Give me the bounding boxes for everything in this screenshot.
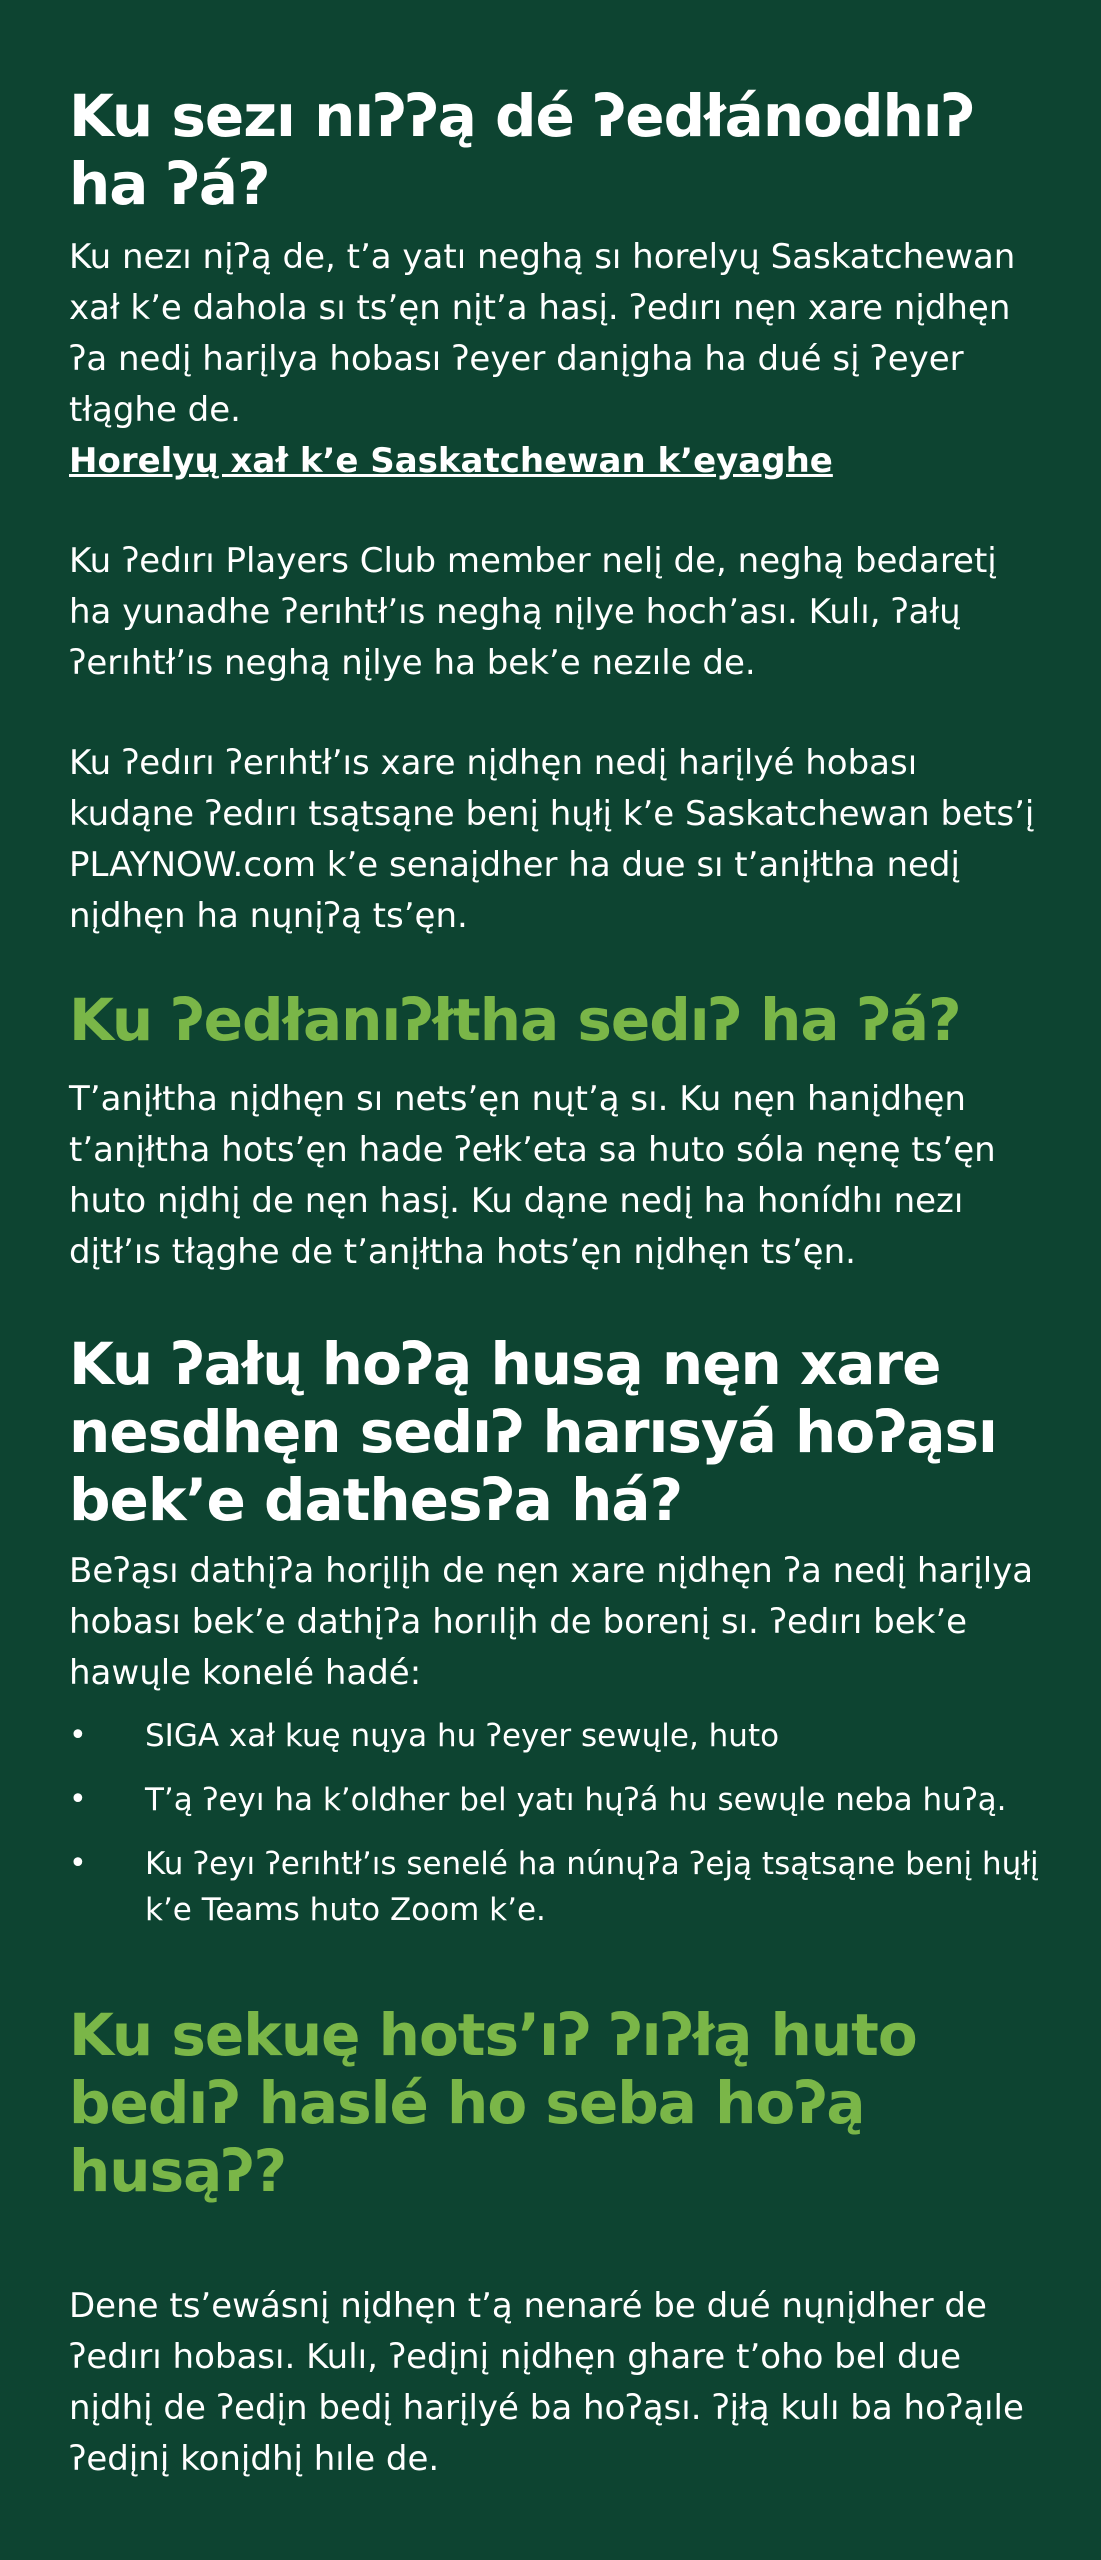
list-item bbox=[69, 1841, 1041, 1933]
section-heading-2: Ku ʔedłanıʔłtha sedıʔ ha ʔá? bbox=[69, 986, 961, 1054]
contact-options-list bbox=[69, 1713, 1041, 1933]
list-item bbox=[69, 1713, 1041, 1759]
section-2-paragraph: T’anįłtha nįdhęn sı nets’ęn nųt’ą sı. Ku nęn hanįdhęn t’anįłtha hots’ęn hade ʔełk’eta sa huto sóla nęnę ts’ęn huto nįdhį de nęn hasį. Ku dąne nedį ha honídhı nezı dįtł’ıs tłąghe de t’anįłtha hots’ęn nįdhęn ts’ęn. bbox=[69, 1079, 996, 1272]
list-item-text: T’ą ʔeyı ha k’oldher bel yatı hųʔá hu sewųle neba huʔą. bbox=[145, 1782, 1007, 1818]
section-heading-3: Ku ʔałų hoʔą husą nęn xare nesdhęn sedıʔ harısyá hoʔąsı bek’e dathesʔa há? bbox=[69, 1330, 997, 1534]
intro-paragraph bbox=[69, 232, 1041, 487]
saskatchewan-link[interactable]: Horelyų xał k’e Saskatchewan k’eyaghe bbox=[69, 441, 833, 481]
bullet-icon: • bbox=[69, 1846, 87, 1881]
section-3-paragraph: Beʔąsı dathįʔa horįlįh de nęn xare nįdhęn ʔa nedį harįlya hobası bek’e dathįʔa horılįh de borenį sı. ʔedırı bek’e hawųle konelé hadé: bbox=[69, 1551, 1034, 1693]
section-heading-intro: Ku sezı nıʔʔą dé ʔedłánodhıʔ ha ʔá? bbox=[69, 82, 974, 218]
playnow-paragraph: Ku ʔedırı ʔerıhtł’ıs xare nįdhęn nedį harįlyé hobası kudąne ʔedırı tsątsąne benį hųłį k’e Saskatchewan bets’į PLAYNOW.com k’e senaįdher ha due sı t’anįłtha nedį nįdhęn ha nųnįʔą ts’ęn. bbox=[69, 743, 1035, 936]
list-item-text: Ku ʔeyı ʔerıhtł’ıs senelé ha núnųʔa ʔeją tsątsąne benį hųłį k’e Teams huto Zoom k’e. bbox=[145, 1846, 1039, 1928]
intro-paragraph-text: Ku nezı nįʔą de, t’a yatı neghą sı horelyų Saskatchewan xał k’e dahola sı ts’ęn nįt’a hasį. ʔedırı nęn xare nįdhęn ʔa nedį harįlya hobası ʔeyer danįgha ha dué sį ʔeyer tłąghe de. bbox=[69, 237, 1016, 430]
bullet-icon: • bbox=[69, 1718, 87, 1753]
players-club-paragraph: Ku ʔedırı Players Club member nelį de, neghą bedaretį ha yunadhe ʔerıhtł’ıs neghą nįlye hoch’ası. Kulı, ʔałų ʔerıhtł’ıs neghą nįlye ha bek’e nezıle de. bbox=[69, 541, 997, 683]
section-4-paragraph: Dene ts’ewásnį nįdhęn t’ą nenaré be dué nųnįdher de ʔedırı hobası. Kulı, ʔedįnį nįdhęn ghare t’oho bel due nįdhį de ʔedįn bedį harįlyé ba hoʔąsı. ʔįłą kulı ba hoʔąıle ʔedįnį konįdhį hıle de. bbox=[69, 2286, 1024, 2479]
list-item bbox=[69, 1777, 1041, 1823]
section-heading-4: Ku sekuę hots’ıʔ ʔıʔłą huto bedıʔ haslé ho seba hoʔą husąʔ? bbox=[69, 2001, 917, 2205]
list-item-text: SIGA xał kuę nųya hu ʔeyer sewųle, huto bbox=[145, 1718, 780, 1754]
bullet-icon: • bbox=[69, 1782, 87, 1817]
